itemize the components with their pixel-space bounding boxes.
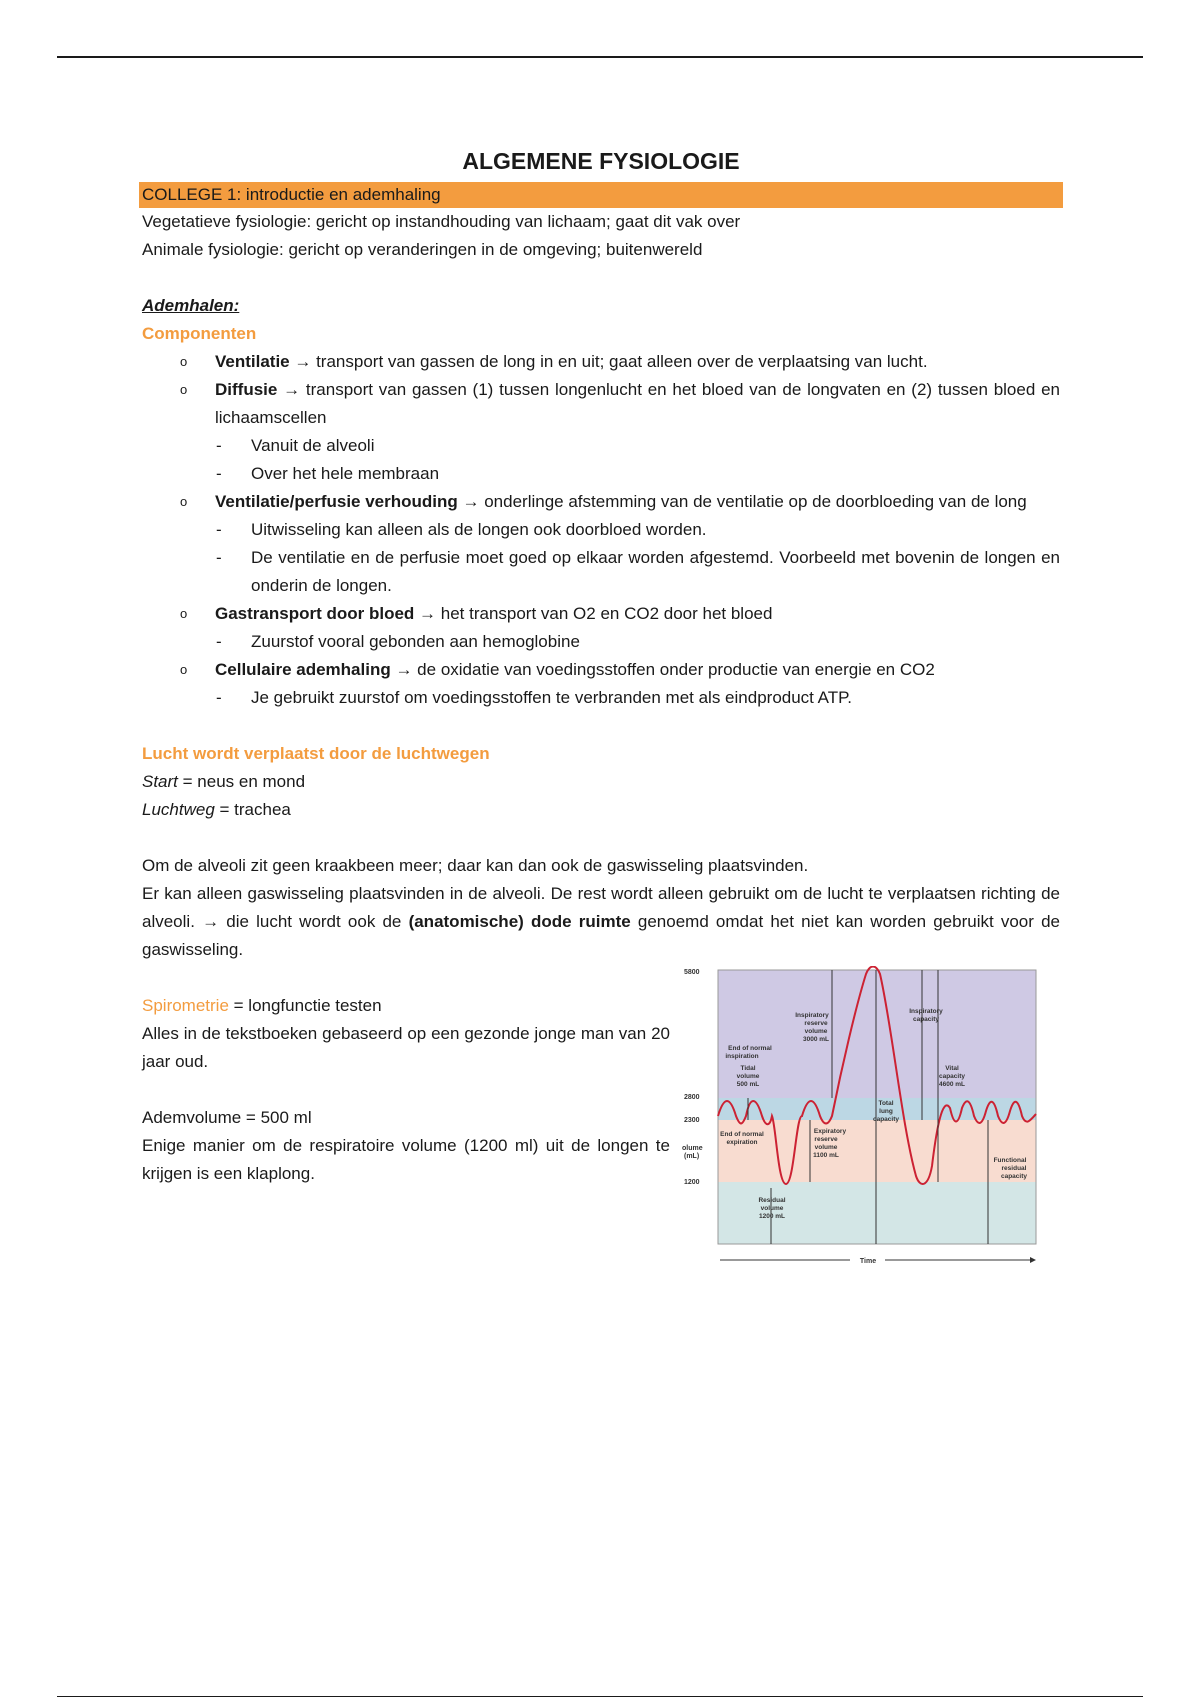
alveoli-line: Om de alveoli zit geen kraakbeen meer; daar kan dan ook de gaswisseling plaatsvinden. [142,856,809,875]
bullet-marker: o [180,382,188,397]
label-frc-3: capacity [1000,1173,1028,1180]
label-end-exp-2: expiration [726,1139,758,1146]
label-tidal-2: volume [736,1073,760,1080]
spirometrie-line: Spirometrie = longfunctie testen [142,996,382,1015]
component-text: → het transport van O2 en CO2 door het bloed [414,604,773,623]
subitem-text: De ventilatie en de perfusie moet goed op elkaar worden afgestemd. Voorbeeld met bovenin de longen en onderin de longen. [251,548,1060,595]
label-tidal-1: Tidal [740,1065,756,1072]
luchtweg-line: Luchtweg = trachea [142,800,291,819]
component-term: Cellulaire ademhaling [215,660,391,679]
label-erv-3: volume [814,1144,838,1151]
spirogram-figure [680,966,1040,1271]
bullet-marker: o [180,494,188,509]
subitem-text: Je gebruikt zuurstof om voedingsstoffen te verbranden met als eindproduct ATP. [251,688,853,707]
ylabel-1: olume [682,1145,703,1152]
spirometrie-text [142,992,670,1188]
label-vc-3: 4600 mL [938,1081,966,1088]
label-rv-3: 1200 mL [758,1213,786,1220]
label-tlc-2: lung [879,1108,893,1115]
dash-marker: - [216,464,222,483]
label-erv-4: 1100 mL [813,1152,839,1159]
time-arrow-icon [1030,1257,1036,1263]
ademvolume-line: Ademvolume = 500 ml [142,1108,312,1127]
ylabel-2: (mL) [684,1153,700,1160]
irv-band [718,970,1036,1098]
components-list [142,348,1060,712]
ytick-2300: 2300 [684,1117,700,1124]
subitem-text: Uitwisseling kan alleen als de longen ook doorbloed worden. [251,520,707,539]
intro-line-animaal: Animale fysiologie: gericht op veranderingen in de omgeving; buitenwereld [142,240,703,259]
component-item [142,600,1060,628]
dash-marker: - [216,632,222,651]
label-irv-4: 3000 mL [802,1036,830,1043]
label-vc-2: capacity [938,1073,966,1080]
component-text: → transport van gassen (1) tussen longenlucht en het bloed van de longvaten en (2) tussen bloed en lichaamscellen [215,380,1060,427]
lucht-heading: Lucht wordt verplaatst door de luchtwegen [142,744,490,763]
label-vc-1: Vital [945,1065,959,1072]
dash-marker: - [216,436,222,455]
top-rule [57,56,1143,58]
label-rv-2: volume [760,1205,784,1212]
xlabel-time: Time [859,1258,877,1265]
gaswisseling-paragraph: Er kan alleen gaswisseling plaatsvinden in de alveoli. De rest wordt alleen gebruikt om de lucht te verplaatsen richting de alveoli. → die lucht wordt ook de (anatomische) dode ruimte genoemd omdat het niet kan worden gebruikt voor de gaswisseling. [142,884,1060,959]
bottom-rule [57,1696,1143,1697]
start-line: Start = neus en mond [142,772,306,791]
label-irv-2: reserve [804,1020,828,1027]
component-subitem [142,516,1060,544]
component-term: Gastransport door bloed [215,604,415,623]
page-title: ALGEMENE FYSIOLOGIE [462,148,740,174]
spirometrie-paragraph: Alles in de tekstboeken gebaseerd op een gezonde jonge man van 20 jaar oud. [142,1024,670,1071]
label-erv-1: Expiratory [813,1128,847,1135]
label-irv-1: Inspiratory [795,1012,829,1019]
dash-marker: - [216,520,222,539]
component-subitem [142,544,1060,600]
dash-marker: - [216,688,222,707]
componenten-heading: Componenten [142,324,257,343]
subitem-text: Vanuit de alveoli [251,436,375,455]
component-item [142,348,1060,376]
subitem-text: Zuurstof vooral gebonden aan hemoglobine [251,632,580,651]
bullet-marker: o [180,354,188,369]
component-subitem [142,460,1060,488]
label-tlc-1: Total [878,1100,894,1107]
intro-line-vegetatief: Vegetatieve fysiologie: gericht op instandhouding van lichaam; gaat dit vak over [142,212,741,231]
component-subitem [142,628,1060,656]
label-irv-3: volume [804,1028,828,1035]
dash-marker: - [216,548,222,567]
component-item [142,656,1060,684]
component-subitem [142,684,1060,712]
ademhalen-heading: Ademhalen: [142,296,240,315]
spirogram-svg [680,966,1040,1271]
ytick-5800: 5800 [684,969,700,976]
label-end-exp-1: End of normal [720,1131,764,1138]
label-rv-1: Residual [758,1197,786,1204]
component-text: → de oxidatie van voedingsstoffen onder productie van energie en CO2 [390,660,935,679]
label-ic-2: capacity [912,1016,940,1023]
component-text: → onderlinge afstemming van de ventilatie op de doorbloeding van de long [457,492,1027,511]
label-tidal-3: 500 mL [736,1081,760,1088]
label-ic-1: Inspiratory [909,1008,943,1015]
label-frc-1: Functional [993,1157,1027,1164]
klaplong-paragraph: Enige manier om de respiratoire volume (1200 ml) uit de longen te krijgen is een klaplong. [142,1136,670,1183]
component-text: → transport van gassen de long in en uit; gaat alleen over de verplaatsing van lucht. [289,352,928,371]
component-item [142,488,1060,516]
subitem-text: Over het hele membraan [251,464,440,483]
ytick-1200: 1200 [684,1179,700,1186]
bullet-marker: o [180,662,188,677]
college-heading: COLLEGE 1: introductie en ademhaling [139,182,1063,208]
component-term: Diffusie [215,380,278,399]
ytick-2800: 2800 [684,1094,700,1101]
component-item [142,376,1060,432]
label-end-insp-2: inspiration [725,1053,759,1060]
component-term: Ventilatie/perfusie verhouding [215,492,458,511]
label-end-insp-1: End of normal [728,1045,772,1052]
label-erv-2: reserve [814,1136,838,1143]
bullet-marker: o [180,606,188,621]
label-tlc-3: capacity [872,1116,900,1123]
label-frc-2: residual [1001,1165,1027,1172]
document-page [142,140,1060,1302]
component-subitem [142,432,1060,460]
component-term: Ventilatie [215,352,290,371]
